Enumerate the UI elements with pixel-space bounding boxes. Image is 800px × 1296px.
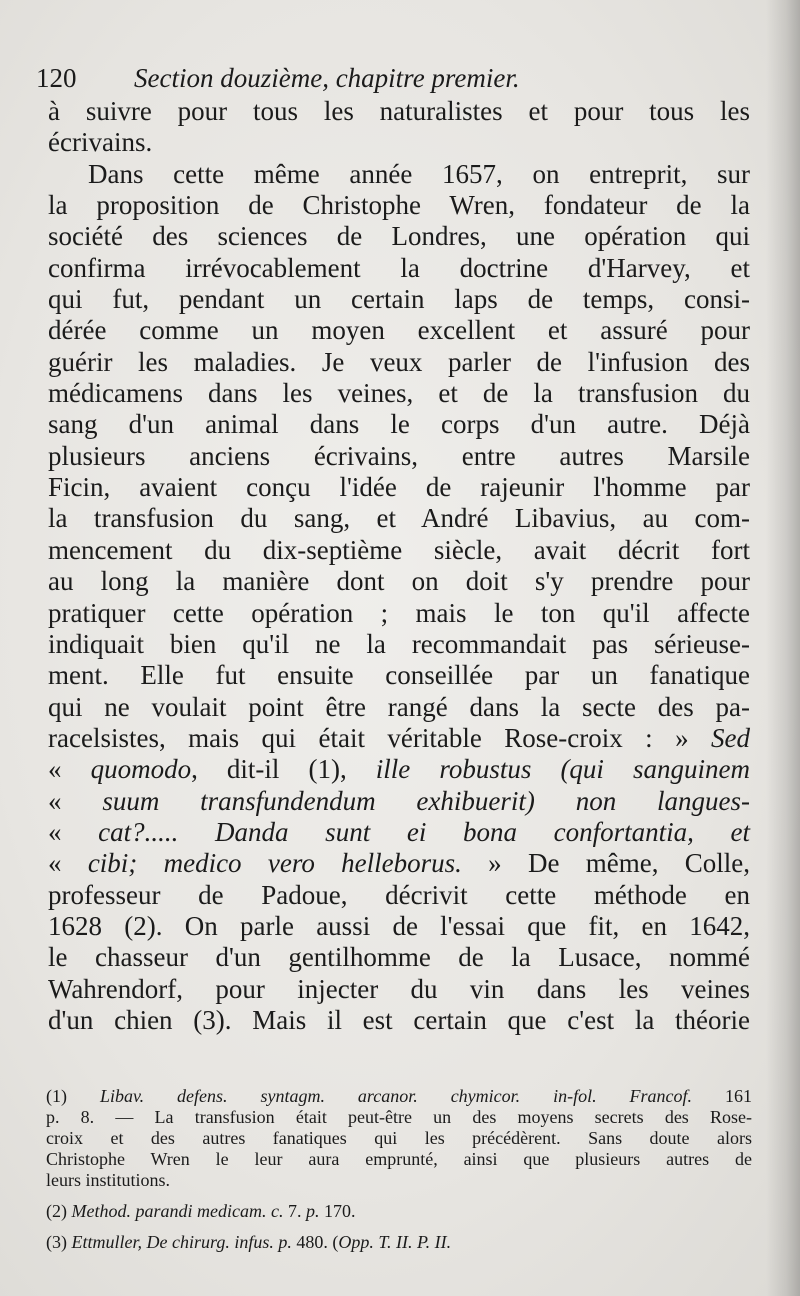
text-segment: « (48, 848, 88, 879)
text-segment: « (48, 754, 91, 785)
text-line (48, 692, 750, 723)
footnote-segment: leurs institutions. (46, 1170, 171, 1190)
footnote-gap (46, 1191, 752, 1201)
footnote-gap (46, 1222, 752, 1232)
footnote-segment: 480. ( (291, 1232, 339, 1252)
running-head: Section douzième, chapitre premier. (134, 63, 520, 93)
text-segment: écrivains. (48, 127, 153, 158)
text-line (48, 96, 750, 127)
text-line (48, 284, 750, 315)
text-line (48, 598, 750, 629)
body-text (48, 96, 750, 1036)
text-segment: le chasseur d'un gentilhomme de la Lusace, nommé (48, 942, 750, 973)
footnote-line (46, 1086, 752, 1107)
footnote-line (46, 1232, 752, 1253)
text-line (48, 629, 750, 660)
footnotes (46, 1086, 752, 1253)
text-line (48, 1005, 750, 1036)
text-segment: professeur de Padoue, décrivit cette méthode en (48, 879, 750, 910)
text-line (48, 127, 750, 158)
text-line (48, 942, 750, 973)
text-line (48, 315, 750, 346)
footnote-segment: (3) (46, 1232, 72, 1252)
text-segment: cibi; medico vero helleborus. (87, 848, 462, 879)
text-segment: suum transfundendum exhibuerit) non langues- (102, 785, 750, 816)
text-segment: à suivre pour tous les naturalistes et pour tous les (48, 96, 750, 126)
text-line (48, 221, 750, 252)
text-segment: plusieurs anciens écrivains, entre autres Marsile (48, 440, 750, 471)
text-segment: mencement du dix-septième siècle, avait décrit fort (48, 534, 750, 565)
text-line (48, 880, 750, 911)
text-segment: Sed (711, 722, 750, 753)
text-segment: cat?..... Danda sunt ei bona confortantia, et (98, 816, 751, 847)
text-segment: , dit-il (1), (191, 754, 376, 785)
text-line (48, 848, 750, 879)
footnote (46, 1086, 752, 1191)
text-line (48, 723, 750, 754)
text-line (48, 503, 750, 534)
text-line (48, 409, 750, 440)
text-line (48, 911, 750, 942)
text-segment: indiquait bien qu'il ne la recommandait pas sérieuse- (48, 628, 750, 659)
text-segment: d'un chien (3). Mais il est certain que c'est la théorie (48, 1004, 750, 1035)
footnote-line (46, 1107, 752, 1128)
text-line (48, 378, 750, 409)
text-line (48, 754, 750, 785)
footnote-segment: (1) (46, 1086, 100, 1106)
footnote-line (46, 1149, 752, 1170)
footnote-segment: (2) (46, 1201, 72, 1221)
footnote-segment: Ettmuller, De chirurg. infus. p. (71, 1232, 292, 1252)
footnote-segment: p. (305, 1201, 320, 1221)
page-gutter-shadow (766, 0, 800, 1296)
text-line (48, 472, 750, 503)
text-line (48, 535, 750, 566)
text-segment: 1628 (2). On parle aussi de l'essai que fit, en 1642, (48, 910, 750, 941)
footnote-segment: Method. parandi medicam. c. (71, 1201, 284, 1221)
text-segment: « (48, 785, 103, 816)
footnote-line (46, 1128, 752, 1149)
text-line (48, 347, 750, 378)
text-segment: ille robustus (qui sanguinem (375, 754, 750, 785)
footnote (46, 1232, 752, 1253)
text-line (48, 190, 750, 221)
text-segment: qui fut, pendant un certain laps de temps, consi- (48, 284, 750, 315)
footnote-segment: p. 8. — La transfusion était peut-être un des moyens secrets des Rose- (46, 1107, 752, 1127)
text-segment: Ficin, avaient conçu l'idée de rajeunir l'homme par (48, 472, 750, 503)
text-segment: dérée comme un moyen excellent et assuré pour (48, 315, 750, 346)
text-line (48, 253, 750, 284)
text-segment: pratiquer cette opération ; mais le ton qu'il affecte (48, 597, 750, 628)
footnote-segment: 161 (692, 1086, 752, 1106)
text-line (48, 660, 750, 691)
text-line (48, 974, 750, 1005)
text-line (48, 786, 750, 817)
text-segment: racelsistes, mais qui était véritable Rose-croix : » (48, 722, 712, 753)
text-segment: ment. Elle fut ensuite conseillée par un fanatique (48, 660, 750, 691)
footnote-line (46, 1201, 752, 1222)
text-segment: la proposition de Christophe Wren, fondateur de la (48, 190, 750, 221)
text-line (48, 817, 750, 848)
footnote-segment: Opp. T. II. P. II. (338, 1232, 452, 1252)
footnote-segment: 170. (319, 1201, 356, 1221)
text-segment: au long la manière dont on doit s'y prendre pour (48, 566, 750, 597)
text-segment: Dans cette même année 1657, on entreprit, sur (88, 158, 750, 189)
text-segment: confirma irrévocablement la doctrine d'Harvey, et (48, 252, 750, 283)
footnote-segment: 7. (283, 1201, 306, 1221)
text-segment: Wahrendorf, pour injecter du vin dans les veines (48, 973, 750, 1004)
text-line (48, 441, 750, 472)
footnote-segment: Libav. defens. syntagm. arcanor. chymicor. in-fol. Francof. (99, 1086, 693, 1106)
footnote (46, 1201, 752, 1222)
footnote-line (46, 1170, 752, 1191)
text-segment: guérir les maladies. Je veux parler de l'infusion des (48, 346, 750, 377)
text-segment: qui ne voulait point être rangé dans la secte des pa- (48, 691, 750, 722)
text-line (48, 566, 750, 597)
text-segment: la transfusion du sang, et André Libavius, au com- (48, 503, 750, 534)
footnote-segment: Christophe Wren le leur aura emprunté, ainsi que plusieurs autres de (46, 1149, 752, 1169)
text-segment: société des sciences de Londres, une opération qui (48, 221, 750, 252)
footnote-segment: croix et des autres fanatiques qui les précédèrent. Sans doute alors (46, 1128, 752, 1148)
page-number: 120 (36, 63, 77, 93)
text-segment: » De même, Colle, (461, 848, 751, 879)
text-segment: quomodo (90, 754, 192, 785)
text-segment: « (48, 816, 99, 847)
text-segment: médicamens dans les veines, et de la transfusion du (48, 378, 750, 409)
text-line (48, 159, 750, 190)
text-segment: sang d'un animal dans le corps d'un autre. Déjà (48, 409, 750, 440)
page-header (36, 58, 756, 98)
